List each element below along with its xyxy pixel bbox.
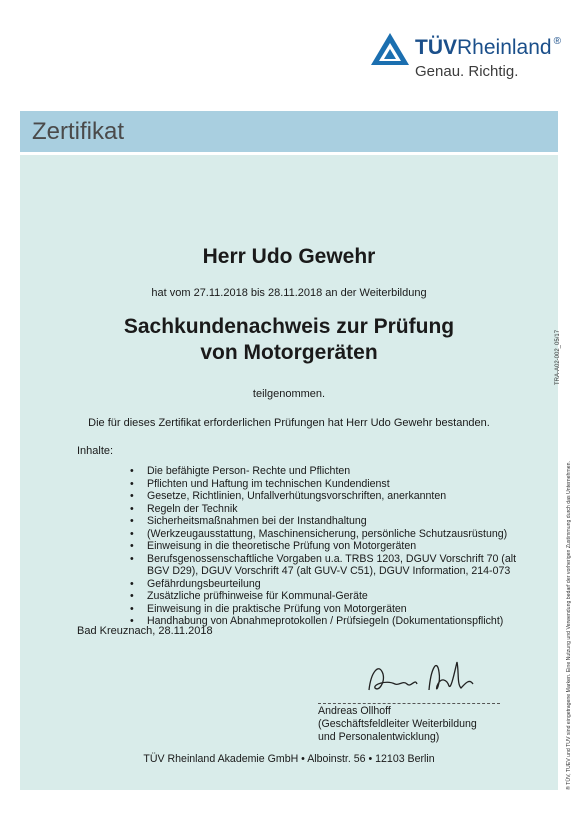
- triangle-logo-icon: [370, 32, 410, 66]
- list-item: • Gefährdungsbeurteilung: [130, 578, 530, 591]
- signer-role: (Geschäftsfeldleiter Weiterbildung: [318, 718, 477, 730]
- list-item: • Pflichten und Haftung im technischen Kundendienst: [130, 478, 530, 491]
- list-item: • Zusätzliche prüfhinweise für Kommunal-Geräte: [130, 590, 530, 603]
- list-item: • Regeln der Technik: [130, 503, 530, 516]
- participated-text: teilgenommen.: [252, 388, 326, 400]
- course-period: hat vom 27.11.2018 bis 28.11.2018 an der Weiterbildung: [151, 287, 427, 299]
- tuv-rheinland-logo: [370, 30, 570, 86]
- brand-name: TÜVRheinland ®: [415, 36, 561, 59]
- place-and-date: Bad Kreuznach, 28.11.2018: [77, 625, 213, 637]
- contents-label: Inhalte:: [77, 445, 114, 457]
- list-item: • Die befähigte Person- Rechte und Pflichten: [130, 465, 530, 478]
- passed-statement: Die für dieses Zertifikat erforderlichen Prüfungen hat Herr Udo Gewehr bestanden.: [88, 417, 490, 429]
- signer-role: und Personalentwicklung): [318, 731, 440, 743]
- list-item: • (Werkzeugausstattung, Maschinensicherung, persönliche Schutzausrüstung): [130, 528, 530, 541]
- page-title: Zertifikat: [32, 118, 125, 145]
- recipient-name: Herr Udo Gewehr: [202, 245, 376, 268]
- handwritten-signature: [365, 650, 495, 700]
- list-item: • Einweisung in die praktische Prüfung von Motorgeräten: [130, 603, 530, 616]
- list-item: • Handhabung von Abnahmeprotokollen / Prüfsiegeln (Dokumentationspflicht): [130, 615, 530, 628]
- list-item: • Gesetze, Richtlinien, Unfallverhütungsvorschriften, anerkannten: [130, 490, 530, 503]
- signature-line: [318, 703, 500, 704]
- course-title-line-2: von Motorgeräten: [200, 341, 378, 364]
- list-item: • Berufsgenossenschaftliche Vorgaben u.a. TRBS 1203, DGUV Vorschrift 70 (alt BGV D29), DGUV Vorschrift 47 (alt GUV-V C51), DGUV Information, 214-073: [130, 553, 530, 578]
- list-item: • Sicherheitsmaßnahmen bei der Instandhaltung: [130, 515, 530, 528]
- legal-notice: ® TÜV, TUEV und TUV sind eingetragene Marken. Eine Nutzung und Verwendung bedarf der vorherigen Zustimmung durch das Unternehmen.: [566, 461, 572, 790]
- footer-address: TÜV Rheinland Akademie GmbH • Alboinstr. 56 • 12103 Berlin: [143, 753, 435, 765]
- signer-name: Andreas Ollhoff: [318, 705, 391, 717]
- header-band: [20, 111, 558, 152]
- course-title-line-1: Sachkundenachweis zur Prüfung: [123, 315, 455, 338]
- brand-slogan: Genau. Richtig.: [415, 63, 519, 80]
- contents-list: [130, 465, 530, 628]
- list-item: • Einweisung in die theoretische Prüfung von Motorgeräten: [130, 540, 530, 553]
- signer-block: [318, 705, 477, 744]
- form-code: TRA-A02-002_05/17: [555, 329, 561, 385]
